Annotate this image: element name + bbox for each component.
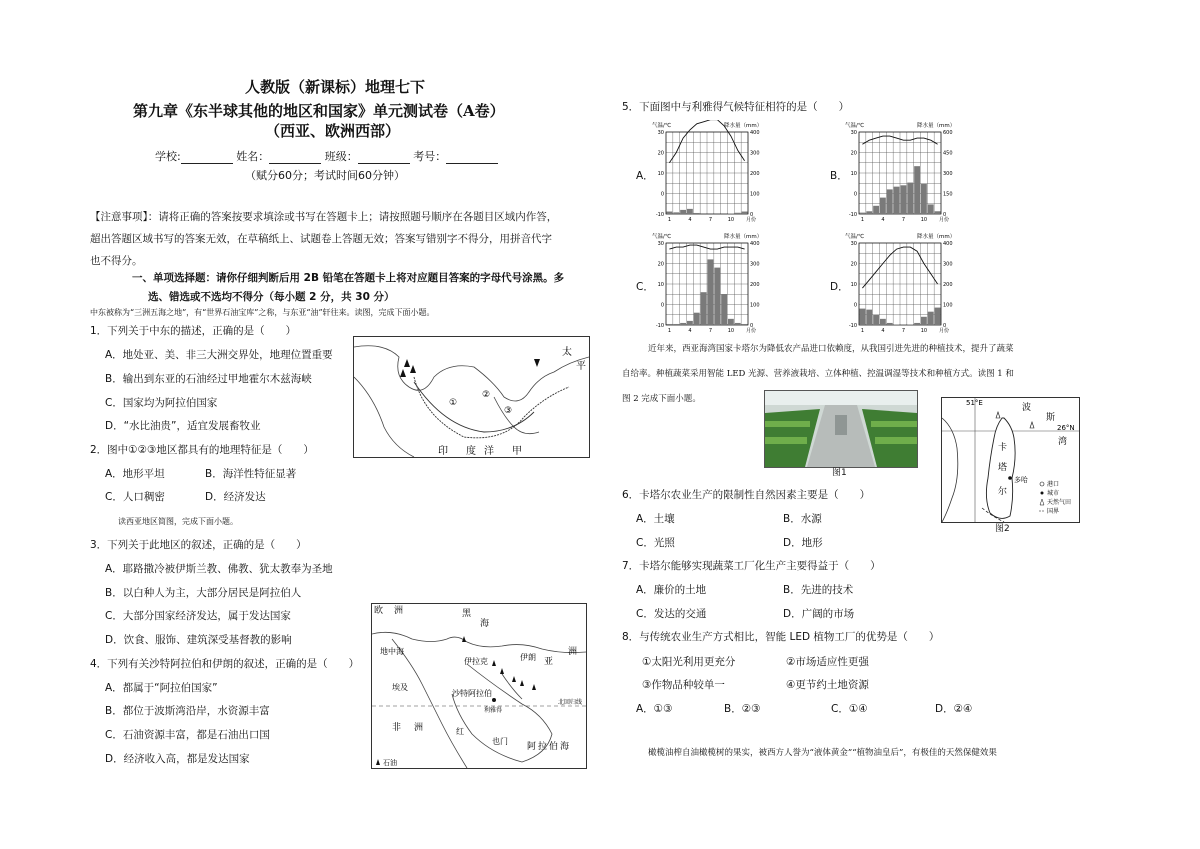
precip-bar bbox=[887, 323, 893, 325]
q5-option-a[interactable]: A． bbox=[636, 170, 654, 182]
q6-option-b[interactable]: B．水源 bbox=[783, 513, 822, 525]
precip-tick-label: 400 bbox=[750, 241, 760, 247]
map2-label-a: 阿 bbox=[527, 742, 537, 752]
precip-tick-label: 100 bbox=[943, 302, 953, 309]
q7-option-d[interactable]: D．广阔的市场 bbox=[783, 608, 855, 620]
title-1: 人教版（新课标）地理七下 bbox=[245, 78, 426, 96]
q8-option-a[interactable]: A．①③ bbox=[636, 703, 673, 715]
month-tick-label: 10 bbox=[727, 328, 735, 333]
oil-icon bbox=[410, 365, 416, 373]
temp-axis-label: 气温/℃ bbox=[652, 123, 672, 129]
map2-label-hai: 海 bbox=[480, 619, 490, 629]
number-label: 考号： bbox=[413, 150, 447, 163]
month-tick-label: 4 bbox=[881, 217, 885, 222]
map2-label-fei: 非 bbox=[392, 723, 402, 733]
school-label: 学校: bbox=[155, 150, 181, 163]
month-unit-label: 月份 bbox=[939, 217, 950, 222]
precip-bar bbox=[687, 209, 693, 214]
q8-option-d[interactable]: D．②④ bbox=[935, 703, 973, 715]
precip-bar bbox=[860, 309, 866, 325]
q1-option-c[interactable]: C．国家均为阿拉伯国家 bbox=[105, 397, 218, 409]
precip-bar bbox=[728, 319, 734, 325]
qatar-label-bo: 波 bbox=[1022, 403, 1032, 413]
map1-label-jia: 甲 bbox=[512, 446, 522, 457]
precip-bar bbox=[673, 324, 679, 325]
precip-bar bbox=[880, 319, 886, 325]
month-tick-label: 1 bbox=[860, 217, 865, 222]
precip-bar bbox=[914, 323, 920, 325]
q8-option-b[interactable]: B．②③ bbox=[724, 703, 761, 715]
map2-label-la: 拉 bbox=[538, 742, 548, 752]
precip-tick-label: 150 bbox=[943, 191, 953, 198]
q7-option-a[interactable]: A．廉价的土地 bbox=[636, 584, 707, 596]
temp-tick-label: 0 bbox=[853, 191, 857, 198]
map2-label-iraq: 伊拉克 bbox=[464, 657, 488, 666]
precip-bar bbox=[694, 313, 700, 325]
map2-label-ou: 欧 bbox=[374, 606, 384, 616]
month-tick-label: 10 bbox=[920, 217, 928, 222]
precip-bar bbox=[714, 268, 720, 325]
precip-bar bbox=[901, 185, 907, 214]
q1-option-a[interactable]: A．地处亚、美、非三大洲交界处，地理位置重要 bbox=[105, 349, 333, 361]
map1-label-ping: 平 bbox=[576, 361, 586, 372]
precip-bar bbox=[887, 189, 893, 214]
temp-tick-label: 30 bbox=[850, 241, 857, 247]
name-label: 姓名： bbox=[236, 150, 270, 163]
precip-bar bbox=[673, 212, 679, 214]
precip-bar bbox=[921, 184, 927, 214]
climate-chart-c bbox=[652, 231, 772, 333]
month-tick-label: 10 bbox=[920, 328, 928, 333]
intro-1: 中东被称为“三洲五海之地”，有“世界石油宝库”之称，与东亚“油”轩往来。读图，完成下面小题。 bbox=[90, 308, 435, 317]
oil-icon bbox=[404, 359, 410, 367]
q3-option-a[interactable]: A．耶路撒冷被伊斯兰教、佛教、犹太教奉为圣地 bbox=[105, 563, 333, 575]
west-asia-map bbox=[371, 603, 587, 769]
precip-tick-label: 200 bbox=[943, 282, 953, 288]
month-tick-label: 1 bbox=[860, 328, 865, 333]
temp-tick-label: -10 bbox=[848, 212, 857, 218]
q7-option-b[interactable]: B．先进的技术 bbox=[783, 584, 854, 596]
intro-2-line-b: 自给率。种植蔬菜采用智能 LED 光源、营养液栽培、立体种植、控温调湿等技术和种植方式。读图 1 和 bbox=[622, 369, 1014, 379]
precip-bar bbox=[735, 213, 741, 214]
qatar-lat-label: 26°N bbox=[1057, 424, 1075, 432]
west-asia-map-svg bbox=[372, 604, 586, 768]
precip-tick-label: 0 bbox=[943, 212, 947, 218]
map2-legend-oil: 石油 bbox=[383, 759, 397, 767]
month-tick-label: 1 bbox=[667, 328, 672, 333]
month-tick-label: 10 bbox=[727, 217, 735, 222]
map1-label-du: 度 bbox=[466, 446, 476, 457]
precip-axis-label: 降水量（mm） bbox=[917, 123, 956, 129]
q4-option-b[interactable]: B．都位于波斯湾沿岸，水资源丰富 bbox=[105, 705, 270, 717]
q6-option-a[interactable]: A．土壤 bbox=[636, 513, 675, 525]
temp-tick-label: 10 bbox=[657, 282, 664, 288]
precip-bar bbox=[701, 292, 707, 325]
temp-tick-label: 20 bbox=[850, 261, 857, 268]
q7-option-c[interactable]: C．发达的交通 bbox=[636, 608, 707, 620]
month-tick-label: 7 bbox=[708, 328, 713, 333]
q3-option-d[interactable]: D．饮食、服饰、建筑深受基督教的影响 bbox=[105, 634, 292, 646]
precip-bar bbox=[680, 210, 686, 214]
precip-tick-label: 0 bbox=[943, 323, 947, 329]
oil-icon bbox=[400, 369, 406, 377]
map1-label-yang: 洋 bbox=[484, 446, 494, 457]
q8-stem: 8．与传统农业生产方式相比，智能 LED 植物工厂的优势是（ ） bbox=[622, 631, 940, 643]
title-2: 第九章《东半球其他的地区和国家》单元测试卷（A卷） bbox=[133, 102, 505, 120]
q4-option-a[interactable]: A．都属于“阿拉伯国家” bbox=[105, 682, 218, 694]
precip-tick-label: 0 bbox=[750, 212, 754, 218]
month-tick-label: 7 bbox=[901, 328, 906, 333]
month-tick-label: 4 bbox=[688, 217, 692, 222]
qatar-legend-border: 国界 bbox=[1047, 508, 1060, 515]
temp-tick-label: 20 bbox=[657, 150, 664, 157]
score-line: （赋分60分；考试时间60分钟） bbox=[245, 169, 405, 182]
temp-tick-label: 30 bbox=[850, 130, 857, 136]
number-blank[interactable] bbox=[446, 153, 498, 164]
month-tick-label: 4 bbox=[881, 328, 885, 333]
q1-option-d[interactable]: D．“水比油贵”，适宜发展畜牧业 bbox=[105, 420, 261, 432]
q5-option-d[interactable]: D． bbox=[830, 281, 849, 293]
qatar-map bbox=[941, 397, 1080, 523]
intro-2-line-c: 图 2 完成下面小题。 bbox=[622, 394, 701, 404]
map2-label-ya: 亚 bbox=[544, 657, 554, 667]
precip-bar bbox=[694, 213, 700, 214]
temp-tick-label: 20 bbox=[850, 150, 857, 157]
precip-bar bbox=[680, 323, 686, 325]
precip-tick-label: 400 bbox=[750, 130, 760, 136]
precip-bar bbox=[667, 324, 673, 325]
precip-tick-label: 600 bbox=[943, 130, 953, 136]
climate-chart-a bbox=[652, 120, 772, 222]
q2-option-a[interactable]: A．地形平坦 bbox=[105, 468, 165, 480]
q4-option-d[interactable]: D．经济收入高，都是发达国家 bbox=[105, 753, 250, 765]
q6-option-d[interactable]: D．地形 bbox=[783, 537, 823, 549]
q5-option-b[interactable]: B． bbox=[830, 170, 848, 182]
temp-tick-label: 10 bbox=[850, 282, 857, 288]
q6-option-c[interactable]: C．光照 bbox=[636, 537, 675, 549]
map2-label-mediterranean: 地中海 bbox=[380, 647, 404, 656]
middle-east-route-map bbox=[353, 336, 590, 458]
month-tick-label: 7 bbox=[708, 217, 713, 222]
month-tick-label: 4 bbox=[688, 328, 692, 333]
precip-bar bbox=[687, 321, 693, 325]
led-plant-factory-photo bbox=[764, 390, 918, 468]
precip-tick-label: 100 bbox=[750, 191, 760, 198]
month-tick-label: 7 bbox=[901, 217, 906, 222]
climate-chart-d bbox=[845, 231, 965, 333]
temp-tick-label: 30 bbox=[657, 241, 664, 247]
temp-tick-label: 20 bbox=[657, 261, 664, 268]
month-unit-label: 月份 bbox=[939, 328, 950, 333]
temp-axis-label: 气温/℃ bbox=[652, 234, 672, 240]
map1-label-3: ③ bbox=[504, 406, 513, 416]
map2-label-bo: 伯 bbox=[549, 742, 559, 752]
temp-tick-label: 0 bbox=[660, 191, 664, 198]
map2-label-riyadh: 利雅得 bbox=[484, 707, 503, 714]
precip-tick-label: 300 bbox=[943, 261, 953, 268]
map2-label-yemen: 也门 bbox=[492, 737, 508, 746]
precip-bar bbox=[928, 204, 934, 214]
precip-bar bbox=[928, 312, 934, 325]
temp-tick-label: 0 bbox=[853, 302, 857, 309]
month-unit-label: 月份 bbox=[746, 217, 757, 222]
precip-tick-label: 300 bbox=[750, 261, 760, 268]
temp-tick-label: 30 bbox=[657, 130, 664, 136]
precip-tick-label: 450 bbox=[943, 150, 953, 157]
map2-label-tropic: 北回归线 bbox=[558, 699, 583, 706]
figure-1-caption: 图1 bbox=[832, 468, 847, 478]
temp-tick-label: 10 bbox=[657, 171, 664, 177]
temp-tick-label: -10 bbox=[655, 212, 664, 218]
precip-axis-label: 降水量（mm） bbox=[724, 123, 763, 129]
map2-label-zhou3: 洲 bbox=[414, 723, 424, 733]
temp-tick-label: -10 bbox=[655, 323, 664, 329]
precip-axis-label: 降水量（mm） bbox=[917, 234, 956, 240]
qatar-lon-label: 51°E bbox=[966, 399, 983, 407]
q3-option-c[interactable]: C．大部分国家经济发达，属于发达国家 bbox=[105, 610, 291, 622]
precip-tick-label: 400 bbox=[943, 241, 953, 247]
name-blank[interactable] bbox=[269, 153, 321, 164]
qatar-label-ka: 卡 bbox=[998, 443, 1008, 453]
map2-label-hong: 红 bbox=[456, 727, 464, 736]
section1-heading-b: 选、错选或不选均不得分（每小题 2 分，共 30 分） bbox=[148, 291, 395, 303]
month-unit-label: 月份 bbox=[746, 328, 757, 333]
q4-stem: 4．下列有关沙特阿拉伯和伊朗的叙述，正确的是（ ） bbox=[90, 658, 360, 670]
precip-bar bbox=[907, 183, 913, 214]
precip-bar bbox=[742, 212, 748, 214]
q8-item-1: ①太阳光利用更充分 bbox=[642, 656, 736, 668]
q8-item-3: ③作物品种较单一 bbox=[642, 679, 725, 691]
q1-option-b[interactable]: B．输出到东亚的石油经过甲地霍尔木兹海峡 bbox=[105, 373, 312, 385]
q5-stem: 5．下面图中与利雅得气候特征相符的是（ ） bbox=[622, 101, 850, 113]
map2-label-iran: 伊朗 bbox=[520, 653, 536, 662]
intro-2-line-a: 近年来，西亚海湾国家卡塔尔为降低农产品进口依赖度，从我国引进先进的种植技术，提升了蔬菜 bbox=[648, 344, 1014, 354]
q8-option-c[interactable]: C．①④ bbox=[831, 703, 868, 715]
q2-stem: 2．图中①②③地区都具有的地理特征是（ ） bbox=[90, 444, 314, 456]
precip-tick-label: 200 bbox=[750, 171, 760, 177]
q3-option-b[interactable]: B．以白种人为主，大部分居民是阿拉伯人 bbox=[105, 587, 302, 599]
precip-bar bbox=[880, 198, 886, 214]
q6-stem: 6．卡塔尔农业生产的限制性自然因素主要是（ ） bbox=[622, 489, 871, 501]
precip-tick-label: 100 bbox=[750, 302, 760, 309]
map2-label-zhou2: 洲 bbox=[568, 647, 578, 657]
school-blank[interactable] bbox=[181, 153, 233, 164]
map1-label-yin: 印 bbox=[438, 446, 448, 457]
qatar-label-ta: 塔 bbox=[998, 463, 1008, 473]
q1-stem: 1．下列关于中东的描述，正确的是（ ） bbox=[90, 325, 297, 337]
class-label: 班级： bbox=[324, 150, 358, 163]
map2-label-saudi: 沙特阿拉伯 bbox=[452, 689, 492, 698]
precip-bar bbox=[866, 310, 872, 325]
q2-option-b[interactable]: B．海洋性特征显著 bbox=[205, 468, 297, 480]
precip-tick-label: 0 bbox=[750, 323, 754, 329]
q3-stem: 3．下列关于此地区的叙述，正确的是（ ） bbox=[90, 539, 307, 551]
map2-label-hei: 黑 bbox=[462, 609, 472, 619]
precip-bar bbox=[742, 324, 748, 325]
map1-label-2: ② bbox=[482, 390, 491, 400]
qatar-label-doha: 多哈 bbox=[1014, 476, 1028, 484]
qatar-label-wan: 湾 bbox=[1058, 437, 1068, 447]
precip-bar bbox=[667, 212, 673, 214]
precip-bar bbox=[873, 315, 879, 325]
temp-tick-label: -10 bbox=[848, 323, 857, 329]
qatar-legend-city: 城市 bbox=[1047, 490, 1060, 497]
q8-item-4: ④更节约土地资源 bbox=[786, 679, 869, 691]
map1-label-tai: 太 bbox=[562, 347, 572, 358]
qatar-label-si: 斯 bbox=[1046, 413, 1056, 423]
q2-option-d[interactable]: D．经济发达 bbox=[205, 491, 266, 503]
precip-tick-label: 300 bbox=[750, 150, 760, 157]
map2-label-egypt: 埃及 bbox=[392, 683, 408, 692]
qatar-legend-gas: 天然气田 bbox=[1047, 499, 1072, 506]
precip-bar bbox=[721, 294, 727, 325]
intro-west-asia: 读西亚地区简图，完成下面小题。 bbox=[118, 517, 238, 526]
precip-bar bbox=[873, 206, 879, 214]
student-info-line bbox=[155, 150, 498, 164]
qatar-label-er: 尔 bbox=[998, 487, 1008, 497]
precip-bar bbox=[735, 323, 741, 325]
temp-tick-label: 0 bbox=[660, 302, 664, 309]
precip-tick-label: 300 bbox=[943, 171, 953, 177]
q4-option-c[interactable]: C．石油资源丰富，都是石油出口国 bbox=[105, 729, 270, 741]
temp-axis-label: 气温/℃ bbox=[845, 234, 865, 240]
q7-stem: 7．卡塔尔能够实现蔬菜工厂化生产主要得益于（ ） bbox=[622, 560, 881, 572]
map1-label-1: ① bbox=[449, 398, 458, 408]
month-tick-label: 1 bbox=[667, 217, 672, 222]
precip-tick-label: 200 bbox=[750, 282, 760, 288]
precip-bar bbox=[894, 187, 900, 214]
temp-tick-label: 10 bbox=[850, 171, 857, 177]
title-3: （西亚、欧洲西部） bbox=[265, 122, 401, 140]
qatar-legend-port: 港口 bbox=[1047, 481, 1060, 488]
section1-heading-a: 一、单项选择题：请你仔细判断后用 2B 铅笔在答题卡上将对应题目答案的字母代号涂黑。多 bbox=[132, 272, 565, 284]
precip-bar bbox=[921, 317, 927, 325]
footer-olive-intro: 橄榄油榨自油橄榄树的果实，被西方人誉为“液体黄金”“植物油皇后”，有极佳的天然保健效果 bbox=[648, 748, 997, 758]
precip-bar bbox=[935, 211, 941, 214]
precip-bar bbox=[866, 211, 872, 214]
precip-bar bbox=[914, 166, 920, 214]
temp-axis-label: 气温/℃ bbox=[845, 123, 865, 129]
q2-option-c[interactable]: C．人口稠密 bbox=[105, 491, 165, 503]
class-blank[interactable] bbox=[358, 153, 410, 164]
precip-axis-label: 降水量（mm） bbox=[724, 234, 763, 240]
q5-option-c[interactable]: C． bbox=[636, 281, 654, 293]
q8-item-2: ②市场适应性更强 bbox=[786, 656, 869, 668]
climate-chart-b bbox=[845, 120, 965, 222]
precip-bar bbox=[935, 308, 941, 325]
notice: 【注意事项】：请将正确的答案按要求填涂或书写在答题卡上；请按照题号顺序在各题目区域内作答，超出答题区域书写的答案无效，在草稿纸上、试题卷上答题无效；答案写错别字不得分，用拼音代字也不得分。 bbox=[90, 211, 558, 267]
precip-bar bbox=[860, 213, 866, 214]
route-map-svg bbox=[354, 337, 589, 457]
map2-label-zhou: 洲 bbox=[394, 606, 404, 616]
figure-2-caption: 图2 bbox=[995, 524, 1010, 534]
map2-label-hai2: 海 bbox=[560, 742, 570, 752]
precip-bar bbox=[708, 259, 714, 325]
